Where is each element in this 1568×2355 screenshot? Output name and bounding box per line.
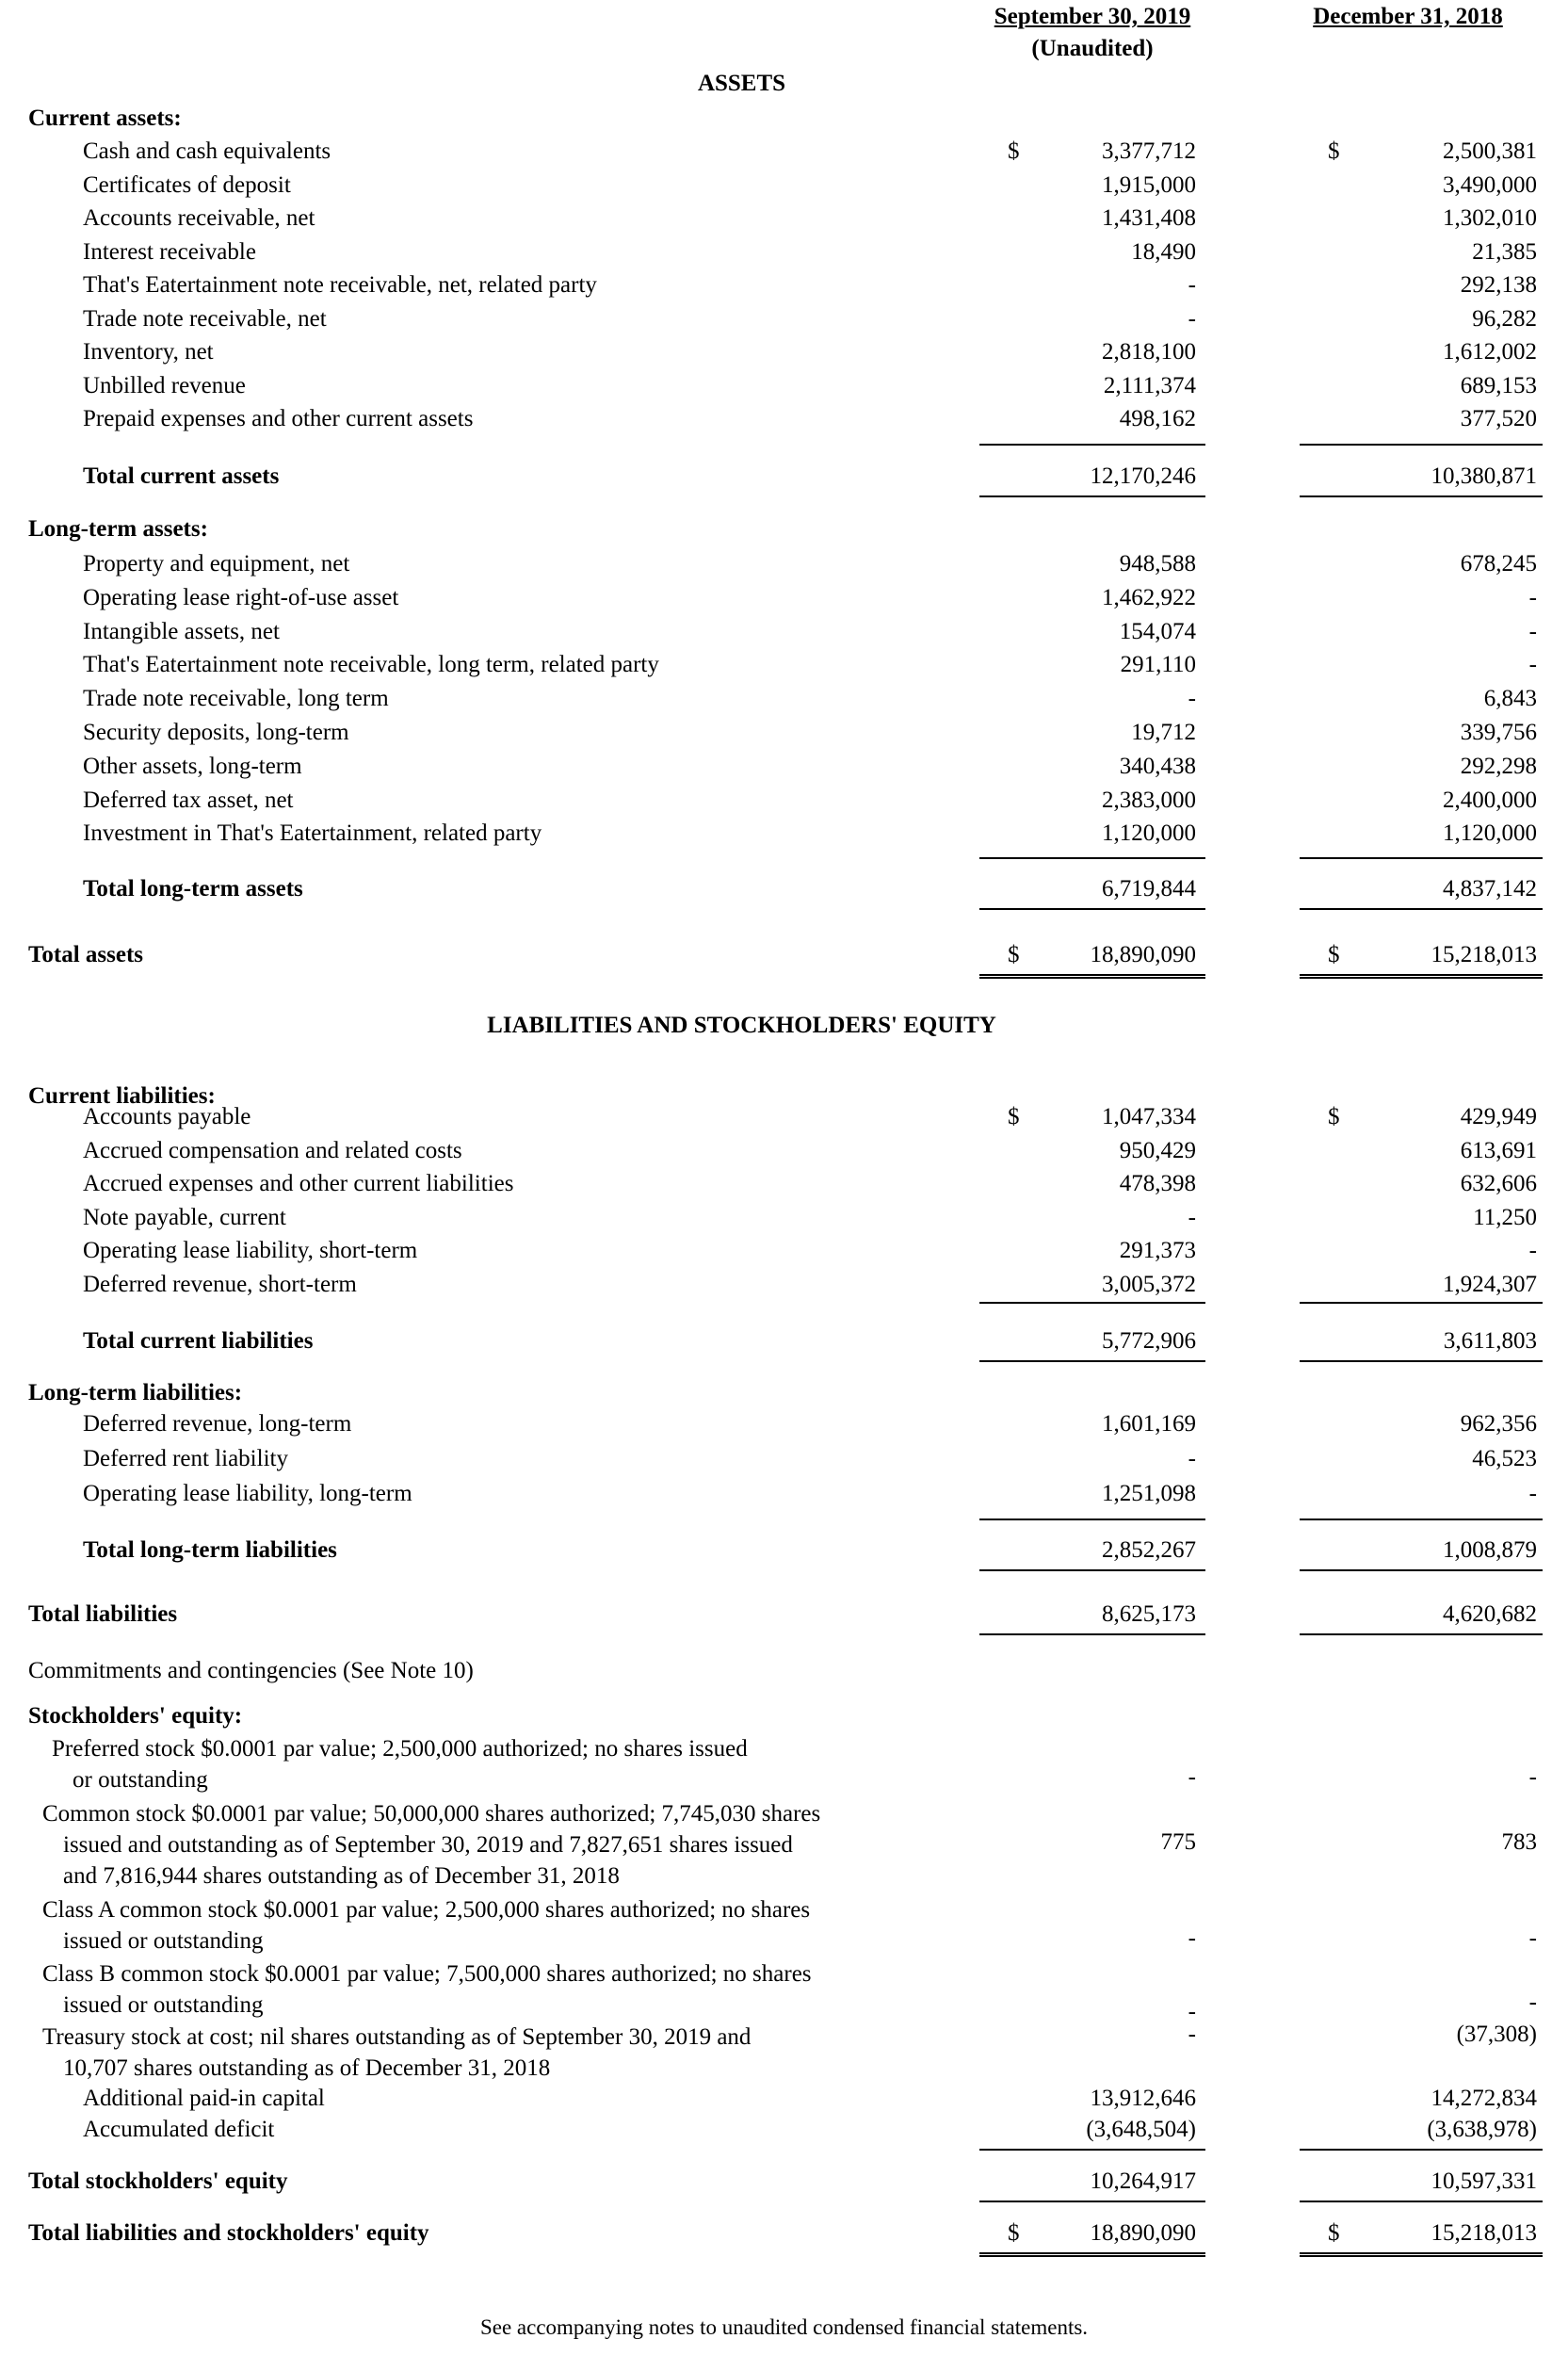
assets-title: ASSETS (697, 71, 786, 96)
line-item-row (0, 1481, 1568, 1512)
line-item-row (0, 652, 1568, 683)
value-2018: 10,597,331 (1431, 2168, 1537, 2194)
value-2019: 1,915,000 (1102, 171, 1196, 198)
row-label: Interest receivable (83, 238, 256, 265)
class-b-stock-row (42, 1958, 812, 2021)
row-label: That's Eatertainment note receivable, net, related party (83, 272, 597, 298)
row-label-line: Common stock $0.0001 par value; 50,000,000 shares authorized; 7,745,030 shares (42, 1801, 821, 1827)
value-2018: 15,218,013 (1431, 942, 1537, 967)
value-2019: 1,120,000 (1102, 820, 1196, 847)
value-2018: 2,500,381 (1443, 138, 1537, 164)
row-label: Intangible assets, net (83, 618, 280, 644)
line-item-row (0, 1104, 1568, 1135)
row-label-line: Preferred stock $0.0001 par value; 2,500,000 authorized; no shares issued (52, 1736, 748, 1762)
row-label: Operating lease liability, short-term (83, 1238, 418, 1263)
value-2018: 14,272,834 (1431, 2086, 1537, 2111)
total-longterm-assets-row (0, 876, 1568, 907)
line-item-row (0, 619, 1568, 650)
line-item-row (0, 205, 1568, 236)
rule (979, 908, 1205, 910)
value-2019: - (1188, 686, 1196, 712)
row-label: Total long-term liabilities (83, 1537, 337, 1563)
row-label-line: issued or outstanding (63, 1992, 264, 2018)
value-2018: 3,611,803 (1443, 1328, 1537, 1354)
rule (979, 1569, 1205, 1571)
row-label-line: 10,707 shares outstanding as of December 31, 2018 (63, 2055, 551, 2081)
rule (979, 2201, 1205, 2202)
rule (979, 1633, 1205, 1635)
row-label: Total liabilities and stockholders' equity (28, 2220, 429, 2246)
value-2018: 1,612,002 (1443, 339, 1537, 365)
value-2019: 1,431,408 (1102, 205, 1196, 231)
stockholders-equity-label: Stockholders' equity: (28, 1703, 243, 1729)
row-label: Prepaid expenses and other current assets (83, 406, 474, 431)
dollar-sign: $ (1008, 138, 1020, 164)
rule (1300, 857, 1543, 859)
value-2019: 5,772,906 (1102, 1328, 1196, 1354)
value-2019: 18,890,090 (1090, 942, 1196, 967)
line-item-row (0, 172, 1568, 203)
value-2019: 2,818,100 (1102, 339, 1196, 365)
line-item-row (0, 1411, 1568, 1442)
row-label: Operating lease right-of-use asset (83, 584, 399, 610)
line-item-row (0, 1171, 1568, 1202)
longterm-liabilities-label: Long-term liabilities: (28, 1380, 243, 1405)
current-liabilities-label: Current liabilities: (28, 1083, 216, 1109)
line-item-row (0, 138, 1568, 170)
value-2019: 1,462,922 (1102, 584, 1196, 610)
row-label: Total long-term assets (83, 876, 303, 901)
line-item-row (0, 272, 1568, 303)
value-2018: 783 (1501, 1829, 1537, 1855)
column-header-sep-2019: September 30, 2019 (994, 4, 1191, 29)
value-2018: - (1528, 1238, 1537, 1263)
row-label: Trade note receivable, net (83, 305, 327, 332)
value-2018: 962,356 (1460, 1411, 1537, 1437)
line-item-row (0, 239, 1568, 270)
value-2018: 339,756 (1460, 720, 1537, 745)
row-label: Deferred revenue, long-term (83, 1411, 352, 1437)
rule (1300, 2149, 1543, 2151)
rule (1300, 1302, 1543, 1304)
row-label: Total current liabilities (83, 1328, 314, 1354)
value-2018: - (1528, 584, 1537, 610)
rule (1300, 1569, 1543, 1571)
value-2019: 775 (1160, 1829, 1196, 1855)
row-label: Accrued expenses and other current liabilities (83, 1171, 514, 1196)
rule (1300, 1633, 1543, 1635)
value-2019: - (1188, 1764, 1196, 1790)
value-2019: 12,170,246 (1090, 463, 1196, 489)
longterm-assets-label: Long-term assets: (28, 516, 208, 542)
value-2018: 678,245 (1460, 551, 1537, 577)
value-2019: - (1188, 1204, 1196, 1230)
row-label: Total stockholders' equity (28, 2168, 288, 2194)
value-2018: 11,250 (1473, 1204, 1537, 1230)
value-2018: 10,380,871 (1431, 463, 1537, 489)
value-2019: 1,047,334 (1102, 1104, 1196, 1129)
value-2018: (3,638,978) (1427, 2117, 1537, 2142)
value-2019: - (1188, 1999, 1196, 2024)
value-2018: - (1528, 1990, 1537, 2015)
column-header-unaudited: (Unaudited) (1031, 36, 1154, 61)
value-2018: 1,924,307 (1443, 1271, 1537, 1297)
value-2019: 1,601,169 (1102, 1411, 1196, 1437)
row-label: Accounts receivable, net (83, 205, 315, 231)
value-2019: 291,110 (1120, 652, 1196, 678)
treasury-stock-row (42, 2022, 751, 2084)
row-label: Accounts payable (83, 1104, 251, 1129)
line-item-row (0, 1205, 1568, 1236)
dollar-sign: $ (1328, 2220, 1340, 2246)
line-item-row (0, 754, 1568, 785)
row-label-line: issued or outstanding (63, 1928, 264, 1954)
dollar-sign: $ (1008, 1104, 1020, 1129)
value-2019: 18,890,090 (1090, 2220, 1196, 2246)
row-label: Total current assets (83, 463, 280, 489)
value-2019: 2,111,374 (1103, 372, 1196, 398)
value-2018: 46,523 (1472, 1446, 1537, 1471)
value-2019: 19,712 (1131, 720, 1196, 745)
value-2018: 6,843 (1483, 686, 1537, 712)
row-label: Deferred rent liability (83, 1446, 288, 1471)
rule (1300, 908, 1543, 910)
line-item-row (0, 339, 1568, 370)
value-2018: - (1528, 1764, 1537, 1790)
value-2019: - (1188, 305, 1196, 332)
rule (1300, 495, 1543, 497)
rule (979, 495, 1205, 497)
line-item-row (0, 585, 1568, 616)
footer-note: See accompanying notes to unaudited condensed financial statements. (479, 2315, 1089, 2339)
row-label-line: Treasury stock at cost; nil shares outstanding as of September 30, 2019 and (42, 2024, 752, 2050)
row-label: Other assets, long-term (83, 753, 302, 779)
row-label: Unbilled revenue (83, 372, 246, 398)
line-item-row (0, 686, 1568, 717)
row-label: Investment in That's Eatertainment, related party (83, 820, 542, 847)
dollar-sign: $ (1328, 138, 1340, 164)
liabilities-title: LIABILITIES AND STOCKHOLDERS' EQUITY (487, 1013, 996, 1038)
row-label: Operating lease liability, long-term (83, 1481, 412, 1506)
rule (1300, 1360, 1543, 1362)
value-2018: - (1528, 652, 1537, 678)
value-2019: 6,719,844 (1102, 876, 1196, 901)
preferred-stock-row (52, 1733, 748, 1795)
value-2018: 292,138 (1460, 272, 1537, 298)
value-2019: - (1188, 1925, 1196, 1951)
row-label: Certificates of deposit (83, 171, 291, 198)
value-2018: 15,218,013 (1431, 2220, 1537, 2246)
dollar-sign: $ (1328, 942, 1340, 967)
value-2018: 632,606 (1460, 1171, 1537, 1196)
rule (979, 2149, 1205, 2151)
row-label-line: issued and outstanding as of September 30, 2019 and 7,827,651 shares issued (63, 1832, 793, 1858)
value-2018: 292,298 (1460, 753, 1537, 779)
line-item-row (0, 406, 1568, 437)
value-2019: - (1188, 272, 1196, 298)
row-label: Property and equipment, net (83, 551, 350, 577)
value-2019: (3,648,504) (1086, 2117, 1196, 2142)
total-equity-row (0, 2168, 1568, 2200)
value-2018: - (1528, 1925, 1537, 1951)
row-label: Additional paid-in capital (83, 2086, 325, 2111)
row-label-line: or outstanding (73, 1767, 208, 1793)
value-2019: 18,490 (1131, 238, 1196, 265)
commitments-label: Commitments and contingencies (See Note 10) (28, 1658, 474, 1683)
row-label: Total liabilities (28, 1601, 178, 1627)
value-2019: 948,588 (1119, 551, 1196, 577)
apic-row (0, 2086, 1568, 2117)
double-rule (1300, 2252, 1543, 2257)
value-2019: 498,162 (1119, 406, 1196, 431)
line-item-row (0, 551, 1568, 582)
line-item-row (0, 720, 1568, 751)
value-2018: 1,302,010 (1443, 205, 1537, 231)
row-label: Accumulated deficit (83, 2117, 275, 2142)
value-2019: 8,625,173 (1102, 1601, 1196, 1627)
dollar-sign: $ (1008, 942, 1020, 967)
value-2018: 96,282 (1472, 305, 1537, 332)
value-2019: 10,264,917 (1090, 2168, 1196, 2194)
value-2018: 3,490,000 (1443, 171, 1537, 198)
line-item-row (0, 1446, 1568, 1477)
double-rule (979, 974, 1205, 979)
value-2019: 13,912,646 (1090, 2086, 1196, 2111)
dollar-sign: $ (1328, 1104, 1340, 1129)
rule (979, 1519, 1205, 1520)
rule (979, 444, 1205, 446)
value-2018: 21,385 (1472, 238, 1537, 265)
value-2018: 1,120,000 (1443, 820, 1537, 847)
line-item-row (0, 820, 1568, 852)
double-rule (979, 2252, 1205, 2257)
line-item-row (0, 1272, 1568, 1303)
value-2019: 2,383,000 (1102, 787, 1196, 813)
value-2018: - (1528, 618, 1537, 644)
value-2018: 1,008,879 (1443, 1537, 1537, 1563)
row-label: Inventory, net (83, 339, 214, 365)
line-item-row (0, 1138, 1568, 1169)
value-2019: 291,373 (1119, 1238, 1196, 1263)
total-current-liabilities-row (0, 1328, 1568, 1359)
rule (1300, 444, 1543, 446)
value-2018: 377,520 (1460, 406, 1537, 431)
value-2018: 4,620,682 (1443, 1601, 1537, 1627)
total-current-assets-row (0, 463, 1568, 495)
current-assets-label: Current assets: (28, 106, 182, 131)
row-label: Deferred revenue, short-term (83, 1271, 357, 1297)
value-2019: 2,852,267 (1102, 1537, 1196, 1563)
rule (979, 857, 1205, 859)
row-label: That's Eatertainment note receivable, long term, related party (83, 652, 659, 678)
value-2019: 340,438 (1119, 753, 1196, 779)
accumulated-deficit-row (0, 2117, 1568, 2148)
row-label: Deferred tax asset, net (83, 787, 294, 813)
value-2018: 613,691 (1460, 1137, 1537, 1163)
value-2019: 154,074 (1119, 618, 1196, 644)
row-label-line: Class B common stock $0.0001 par value; 7,500,000 shares authorized; no shares (42, 1961, 812, 1987)
value-2018: 2,400,000 (1443, 787, 1537, 813)
double-rule (1300, 974, 1543, 979)
total-longterm-liabilities-row (0, 1537, 1568, 1568)
row-label: Cash and cash equivalents (83, 138, 331, 164)
total-liabilities-equity-row (0, 2220, 1568, 2251)
rule (979, 1302, 1205, 1304)
row-label-line: Class A common stock $0.0001 par value; 2,500,000 shares authorized; no shares (42, 1897, 811, 1923)
row-label: Accrued compensation and related costs (83, 1137, 462, 1163)
common-stock-row (42, 1798, 820, 1892)
value-2019: 3,377,712 (1102, 138, 1196, 164)
value-2018: 689,153 (1460, 372, 1537, 398)
rule (979, 1360, 1205, 1362)
value-2018: (37,308) (1456, 2022, 1537, 2047)
value-2019: 478,398 (1119, 1171, 1196, 1196)
line-item-row (0, 373, 1568, 404)
total-assets-row (0, 942, 1568, 973)
dollar-sign: $ (1008, 2220, 1020, 2246)
value-2018: - (1528, 1481, 1537, 1506)
column-header-dec-2018: December 31, 2018 (1313, 4, 1503, 29)
line-item-row (0, 1238, 1568, 1269)
value-2019: 950,429 (1119, 1137, 1196, 1163)
line-item-row (0, 788, 1568, 819)
value-2019: 3,005,372 (1102, 1271, 1196, 1297)
class-a-stock-row (42, 1894, 810, 1957)
value-2019: 1,251,098 (1102, 1481, 1196, 1506)
row-label: Note payable, current (83, 1204, 286, 1230)
row-label-line: and 7,816,944 shares outstanding as of December 31, 2018 (63, 1863, 620, 1889)
value-2019: - (1188, 2022, 1196, 2047)
value-2018: 429,949 (1460, 1104, 1537, 1129)
value-2018: 4,837,142 (1443, 876, 1537, 901)
rule (1300, 2201, 1543, 2202)
line-item-row (0, 306, 1568, 337)
row-label: Total assets (28, 942, 144, 967)
value-2019: - (1188, 1446, 1196, 1471)
row-label: Trade note receivable, long term (83, 686, 389, 712)
total-liabilities-row (0, 1601, 1568, 1632)
row-label: Security deposits, long-term (83, 720, 349, 745)
rule (1300, 1519, 1543, 1520)
